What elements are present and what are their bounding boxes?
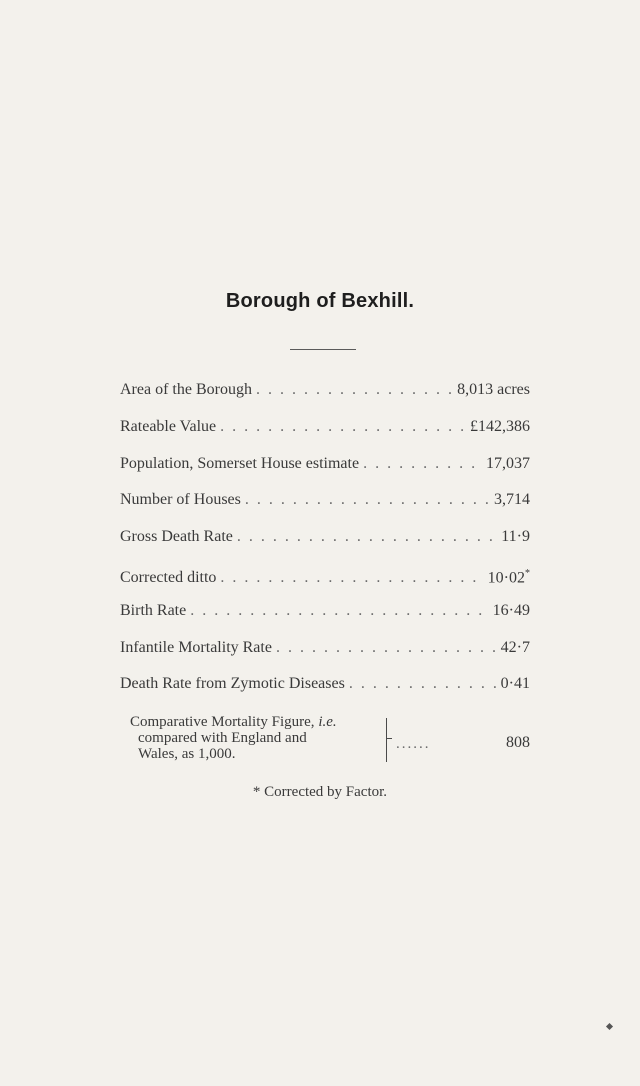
stat-value: 16·49: [492, 601, 530, 619]
stat-row-infantile-mortality: [120, 638, 530, 675]
leader-dots: [245, 490, 490, 510]
title-rule: [290, 349, 356, 350]
leader-dots: [237, 527, 497, 547]
footnote: * Corrected by Factor.: [252, 784, 388, 800]
page-title: Borough of Bexhill.: [225, 290, 415, 312]
stat-label: Rateable Value: [120, 417, 217, 435]
brace-bracket: [380, 718, 387, 762]
leader-dots: [190, 601, 488, 621]
stat-row-population: [120, 454, 530, 491]
leader-dots: [349, 674, 497, 694]
comparative-label: [130, 714, 370, 762]
stat-label: Gross Death Rate: [120, 528, 233, 546]
comparative-line-3: Wales, as 1,000.: [138, 746, 236, 762]
stat-label: Death Rate from Zymotic Diseases: [120, 675, 345, 693]
leader-dots: [220, 568, 483, 588]
stat-value: [488, 564, 530, 588]
comparative-line-2: compared with England and: [138, 730, 307, 746]
stat-label: Area of the Borough: [120, 381, 252, 398]
stat-row-rateable-value: [120, 417, 530, 454]
stat-row-zymotic-death-rate: [120, 674, 530, 711]
leader-dots: ......: [396, 736, 431, 752]
stat-row-corrected-death-rate: [120, 564, 530, 601]
leader-dots: [220, 417, 466, 437]
stat-row-area: [120, 380, 530, 417]
stat-label: Birth Rate: [120, 601, 187, 619]
stat-label: Number of Houses: [120, 491, 241, 509]
leader-dots: [276, 638, 497, 658]
stat-value: £142,386: [470, 417, 530, 435]
stat-row-houses: [120, 490, 530, 527]
stat-value: 3,714: [494, 491, 530, 509]
statistics-table: [120, 380, 530, 711]
comparative-mortality-block: [130, 714, 530, 774]
stat-row-gross-death-rate: [120, 527, 530, 564]
leader-dots: [256, 380, 453, 400]
stray-ink-mark: [606, 1023, 613, 1030]
comparative-value: 808: [506, 734, 530, 751]
stat-value-number: 10·02: [487, 569, 525, 587]
stat-value: 11·9: [501, 528, 530, 546]
footnote-marker: *: [525, 567, 530, 579]
stat-row-birth-rate: [120, 601, 530, 638]
stat-value: 17,037: [486, 454, 530, 472]
stat-label: Population, Somerset House estimate: [120, 454, 360, 472]
stat-value: 0·41: [500, 675, 530, 693]
stat-label: Corrected ditto: [120, 569, 217, 587]
comparative-line-1: Comparative Mortality Figure, i.e.: [130, 714, 337, 730]
stat-label: Infantile Mortality Rate: [120, 638, 272, 656]
stat-value: 8,013 acres: [457, 381, 530, 398]
stat-value: 42·7: [500, 638, 530, 656]
leader-dots: [363, 454, 482, 474]
